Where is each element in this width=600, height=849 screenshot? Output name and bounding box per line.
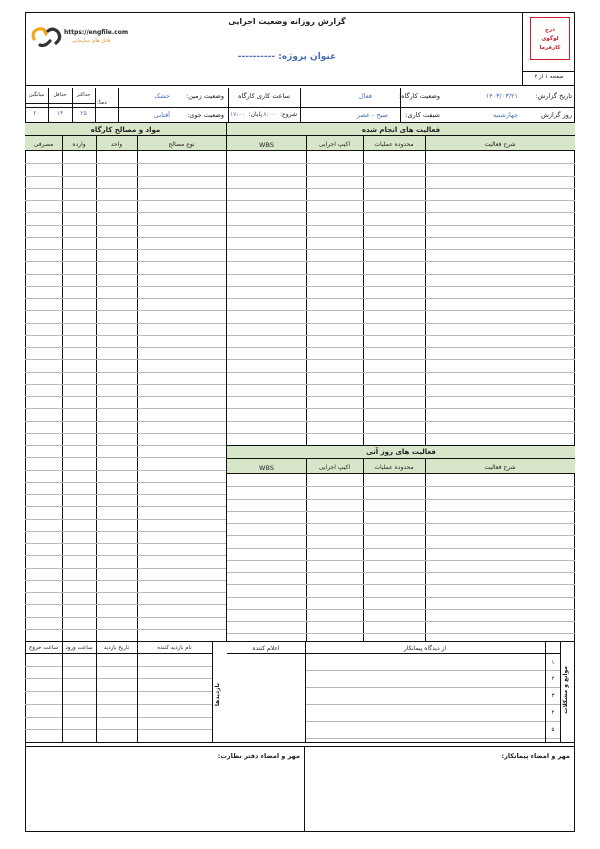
materials-col-in: وارده bbox=[72, 141, 86, 148]
future-col-scope: محدوده عملیات bbox=[374, 464, 414, 471]
materials-row-line bbox=[25, 396, 226, 397]
issues-side-label: موانع و مشکلات bbox=[562, 666, 569, 714]
done-col-team: اکیپ اجرایی bbox=[318, 141, 351, 148]
done-col-desc: شرح فعالیت bbox=[484, 141, 516, 148]
done-row-line bbox=[227, 335, 575, 336]
materials-row-line bbox=[25, 200, 226, 201]
future-col-wbs: WBS bbox=[259, 464, 274, 472]
info-vline-2 bbox=[300, 88, 301, 122]
materials-row-line bbox=[25, 408, 226, 409]
materials-row-line bbox=[25, 359, 226, 360]
future-row-line bbox=[227, 523, 575, 524]
future-row-line bbox=[227, 548, 575, 549]
logo-box-line-3: کارفرما bbox=[539, 45, 561, 51]
done-row-line bbox=[227, 212, 575, 213]
materials-col-unit: واحد bbox=[110, 141, 123, 148]
done-row-line bbox=[227, 408, 575, 409]
materials-row-line bbox=[25, 188, 226, 189]
materials-row-line bbox=[25, 176, 226, 177]
materials-row-line bbox=[25, 543, 226, 544]
materials-col-type: نوع مصالح bbox=[168, 141, 195, 148]
visits-col-name: نام بازدید کننده bbox=[157, 645, 192, 651]
visits-row-line bbox=[25, 691, 212, 692]
materials-row-line bbox=[25, 629, 226, 630]
future-row-line bbox=[227, 511, 575, 512]
materials-row-line bbox=[25, 555, 226, 556]
done-row-line bbox=[227, 249, 575, 250]
materials-row-line bbox=[25, 310, 226, 311]
materials-row-line bbox=[25, 225, 226, 226]
future-row-line bbox=[227, 560, 575, 561]
future-row-line bbox=[227, 499, 575, 500]
logo-box-line-1: درج bbox=[545, 27, 555, 33]
visits-row-line bbox=[25, 666, 212, 667]
logo-url[interactable]: https://engfile.com bbox=[64, 29, 129, 36]
done-row-line bbox=[227, 310, 575, 311]
shift-value: صبح - عصر bbox=[356, 111, 388, 119]
materials-row-line bbox=[25, 421, 226, 422]
visits-side-label: بازدیدها bbox=[214, 683, 221, 707]
done-row-line bbox=[227, 433, 575, 434]
page-title: گزارش روزانه وضعیت اجرایی bbox=[228, 17, 346, 26]
done-row-line bbox=[227, 188, 575, 189]
materials-row-line bbox=[25, 384, 226, 385]
temp-min-label: حداقل bbox=[53, 92, 67, 98]
temp-label: دما: bbox=[97, 99, 107, 106]
done-row-line bbox=[227, 298, 575, 299]
done-row-line bbox=[227, 384, 575, 385]
done-col-wbs: WBS bbox=[259, 141, 274, 149]
materials-row-line bbox=[25, 494, 226, 495]
done-row-line bbox=[227, 347, 575, 348]
info-vline-4 bbox=[118, 88, 119, 122]
future-row-line bbox=[227, 621, 575, 622]
done-row-line bbox=[227, 237, 575, 238]
future-row-line bbox=[227, 572, 575, 573]
future-col-team: اکیپ اجرایی bbox=[318, 464, 351, 471]
materials-row-line bbox=[25, 470, 226, 471]
report-date-value: ۱۴۰۳/۰۳/۲۱ bbox=[485, 92, 518, 100]
temp-avg-value: ۲۰ bbox=[33, 110, 40, 117]
site-status-value: فعال bbox=[359, 92, 372, 100]
supervisor-signature-label: مهر و امضاء دفتر نظارت: bbox=[217, 752, 300, 760]
materials-row-line bbox=[25, 237, 226, 238]
visits-row-line bbox=[25, 678, 212, 679]
visits-row-line bbox=[25, 717, 212, 718]
materials-row-line bbox=[25, 335, 226, 336]
materials-row-line bbox=[25, 519, 226, 520]
issue-number-5: ۵ bbox=[551, 727, 555, 733]
shift-label: شیفت کاری: bbox=[405, 111, 440, 119]
materials-title: مواد و مصالح کارگاه bbox=[90, 126, 161, 134]
materials-row-line bbox=[25, 568, 226, 569]
done-row-line bbox=[227, 286, 575, 287]
weather-label: وضعیت جوی: bbox=[187, 111, 224, 119]
report-date-label: تاریخ گزارش: bbox=[535, 92, 572, 100]
materials-row-line bbox=[25, 163, 226, 164]
materials-row-line bbox=[25, 531, 226, 532]
future-row-line bbox=[227, 535, 575, 536]
visits-col-date: تاریخ بازدید bbox=[103, 645, 130, 651]
logo-box-line-2: لوگوی bbox=[541, 36, 559, 42]
site-status-label: وضعیت کارگاه: bbox=[398, 92, 440, 100]
done-row-line bbox=[227, 323, 575, 324]
header-bottom-line bbox=[25, 85, 575, 86]
footer-divider bbox=[304, 746, 305, 832]
end-value: ۱۷:۰۰ bbox=[230, 111, 245, 118]
future-row-line bbox=[227, 597, 575, 598]
project-title: عنوان پروژه: ---------- bbox=[237, 52, 337, 62]
future-col-desc: شرح فعالیت bbox=[484, 464, 516, 471]
issues-row-line bbox=[305, 687, 560, 688]
materials-row-line bbox=[25, 347, 226, 348]
ground-label: وضعیت زمین: bbox=[186, 92, 224, 100]
temp-max-value: ۲۵ bbox=[80, 110, 87, 117]
visits-row-line bbox=[25, 729, 212, 730]
report-day-value: چهارشنبه bbox=[493, 111, 518, 119]
issues-header-line bbox=[227, 653, 560, 654]
visits-vline-3 bbox=[62, 641, 63, 742]
materials-row-line bbox=[25, 580, 226, 581]
logo-tagline: فایل های سازمانی bbox=[72, 38, 111, 44]
done-title: فعالیت های انجام شده bbox=[361, 126, 441, 134]
done-row-line bbox=[227, 359, 575, 360]
visits-vline-2 bbox=[96, 641, 97, 742]
issues-row-line bbox=[305, 721, 560, 722]
issue-number-3: ۳ bbox=[551, 693, 555, 699]
done-row-line bbox=[227, 176, 575, 177]
done-row-line bbox=[227, 225, 575, 226]
materials-row-line bbox=[25, 212, 226, 213]
issues-col-divider bbox=[305, 641, 306, 742]
done-row-line bbox=[227, 372, 575, 373]
done-row-line bbox=[227, 274, 575, 275]
page-number: صفحه ۱ از ۲ bbox=[534, 74, 564, 80]
lower-section-line bbox=[25, 641, 575, 642]
materials-row-line bbox=[25, 433, 226, 434]
future-row-line bbox=[227, 486, 575, 487]
engfile-logo-icon bbox=[31, 25, 63, 49]
done-vline-3 bbox=[306, 136, 307, 445]
issue-number-4: ۴ bbox=[551, 710, 555, 716]
materials-row-line bbox=[25, 506, 226, 507]
issues-side-divider bbox=[560, 641, 561, 742]
materials-row-line bbox=[25, 372, 226, 373]
weather-value: آفتابی bbox=[153, 111, 170, 119]
page-number-divider bbox=[522, 71, 575, 72]
temp-max-label: حداکثر bbox=[76, 92, 91, 98]
materials-row-line bbox=[25, 617, 226, 618]
issue-number-1: ۱ bbox=[551, 660, 555, 666]
done-vline-1 bbox=[425, 136, 426, 445]
issues-row-line bbox=[305, 670, 560, 671]
visits-col-in: ساعت ورود bbox=[65, 645, 93, 651]
temp-min-value: ۱۴ bbox=[56, 110, 64, 117]
employer-logo-box bbox=[530, 17, 570, 60]
footer-top-line-2 bbox=[25, 746, 575, 747]
done-row-line bbox=[227, 421, 575, 422]
hours-label: ساعت کاری کارگاه bbox=[238, 92, 290, 100]
materials-row-line bbox=[25, 261, 226, 262]
issues-col-reporter: اعلام کننده bbox=[252, 645, 280, 652]
materials-row-line bbox=[25, 482, 226, 483]
done-row-line bbox=[227, 163, 575, 164]
future-row-line bbox=[227, 609, 575, 610]
hours-split bbox=[228, 107, 300, 108]
future-title: فعالیت های روز آتی bbox=[366, 448, 436, 456]
materials-col-used: مصرفی bbox=[33, 141, 54, 148]
issues-col-contractor: از دیدگاه پیمانکار bbox=[403, 645, 447, 652]
footer-top-line bbox=[25, 742, 575, 743]
issues-row-line bbox=[305, 704, 560, 705]
visits-side-divider bbox=[212, 641, 213, 742]
materials-row-line bbox=[25, 323, 226, 324]
future-row-line bbox=[227, 584, 575, 585]
start-value: ۸:۰۰ bbox=[263, 111, 275, 118]
report-day-label: روز گزارش bbox=[540, 111, 572, 119]
done-row-line bbox=[227, 200, 575, 201]
temp-split bbox=[25, 103, 95, 104]
materials-row-line bbox=[25, 298, 226, 299]
done-row-line bbox=[227, 396, 575, 397]
visits-col-out: ساعت خروج bbox=[28, 645, 59, 651]
visits-row-line bbox=[25, 704, 212, 705]
ground-value: خشک bbox=[154, 92, 170, 100]
end-label: پایان: bbox=[248, 111, 262, 118]
materials-row-line bbox=[25, 249, 226, 250]
start-label: شروع: bbox=[280, 111, 297, 118]
issues-row-line bbox=[305, 738, 560, 739]
contractor-signature-label: مهر و امضاء پیمانکار: bbox=[501, 752, 570, 760]
visits-header-line bbox=[25, 653, 212, 654]
materials-row-line bbox=[25, 274, 226, 275]
materials-row-line bbox=[25, 592, 226, 593]
info-vline-5 bbox=[95, 88, 96, 122]
materials-row-line bbox=[25, 286, 226, 287]
done-row-line bbox=[227, 261, 575, 262]
visits-vline-1 bbox=[137, 641, 138, 742]
temp-avg-label: میانگین bbox=[28, 92, 45, 98]
future-row-line bbox=[227, 633, 575, 634]
materials-row-line bbox=[25, 457, 226, 458]
done-vline-2 bbox=[363, 136, 364, 445]
materials-row-line bbox=[25, 445, 226, 446]
issue-number-2: ۲ bbox=[551, 676, 555, 682]
done-col-scope: محدوده عملیات bbox=[374, 141, 414, 148]
materials-row-line bbox=[25, 604, 226, 605]
